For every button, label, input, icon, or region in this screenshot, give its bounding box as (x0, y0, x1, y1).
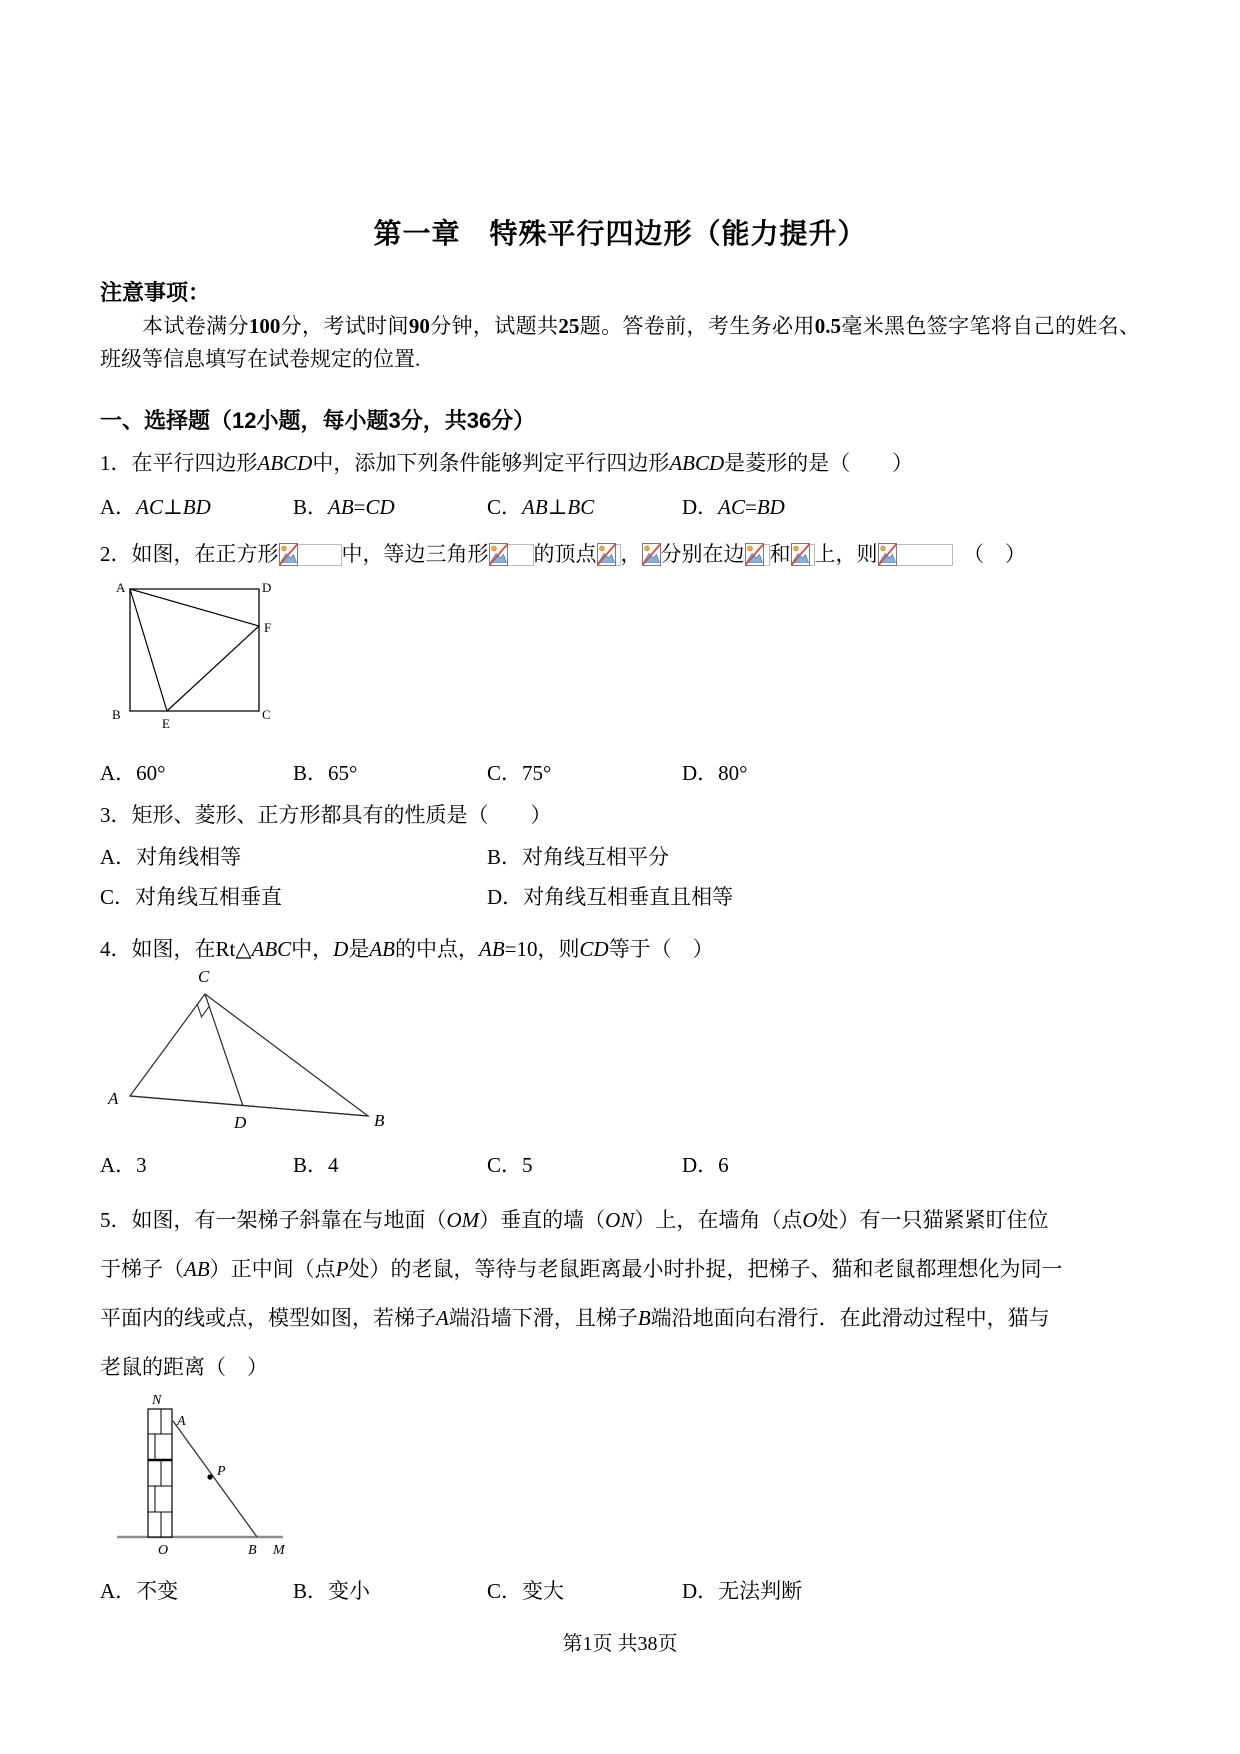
text-run: A (436, 1306, 449, 1330)
question-3-options-row2 (100, 882, 1140, 912)
text-run: 100 (248, 314, 281, 338)
broken-image-icon (745, 543, 764, 566)
question-4-stem (100, 934, 1140, 964)
vertex-label-b: B (112, 707, 121, 722)
text-run: D．80° (682, 761, 748, 785)
option (100, 842, 487, 872)
text-run: C．5 (487, 1153, 533, 1177)
text-run: 的顶点 (533, 542, 597, 566)
text-run: ABC (251, 937, 292, 961)
text-run: CD (365, 495, 395, 519)
vertex-label-e: E (162, 716, 170, 731)
text-run: 是 (348, 937, 370, 961)
text-run: 平面内的线或点，模型如图，若梯子 (100, 1306, 436, 1330)
text-run: CD (579, 937, 609, 961)
text-run: B．65° (293, 761, 358, 785)
text-run: = (353, 495, 366, 519)
vertex-label-a: A (108, 1089, 119, 1108)
notice-heading: 注意事项： (100, 280, 211, 305)
text-run: 处）有一只猫紧紧盯住位 (817, 1208, 1049, 1232)
footer-page-number: 第1页 共38页 (562, 1633, 678, 1655)
vertex-label-d: D (262, 580, 272, 595)
vertex-label-c: C (198, 967, 210, 986)
text-run: A．不变 (100, 1579, 179, 1603)
text-run: ⊥ (547, 495, 568, 519)
option (487, 758, 682, 788)
text-run: C．对角线互相垂直 (100, 885, 283, 909)
option (487, 1150, 682, 1180)
text-run: ⊥ (163, 495, 183, 519)
option (100, 882, 487, 912)
text-run: D (333, 937, 349, 961)
option (682, 492, 1140, 522)
question-2-options (100, 758, 1140, 788)
option (100, 1150, 293, 1180)
text-run: D． (682, 495, 719, 519)
text-run: B． (293, 495, 329, 519)
text-run: A．60° (100, 761, 166, 785)
text-run: ）垂直的墙（ (479, 1208, 606, 1232)
label-o: O (158, 1543, 169, 1558)
section-heading: 一、选择题（12小题，每小题3分，共36分） (100, 408, 536, 433)
vertex-label-c: C (262, 707, 271, 722)
text-run: 毫米黑色签字笔将自己的姓名、班级等信息填写在试卷规定的位置. (100, 314, 1141, 371)
text-run: 于梯子（ (100, 1257, 184, 1281)
notice-paragraph (100, 310, 1140, 376)
text-run: ， (620, 542, 642, 566)
text-run: A． (100, 495, 137, 519)
figure-square-abcd-triangle-aef (102, 576, 280, 734)
wall-outline (148, 1409, 172, 1537)
option (293, 1576, 487, 1606)
option (487, 1576, 682, 1606)
text-run: A．对角线相等 (100, 845, 242, 869)
text-run: 90 (408, 314, 430, 338)
vertex-label-a: A (116, 580, 126, 595)
text-run: BD (756, 495, 785, 519)
text-run: =10，则 (504, 937, 580, 961)
broken-image-icon (878, 543, 897, 566)
text-run: 等于（ ） (608, 937, 714, 961)
question-5-stem (100, 1196, 1140, 1392)
text-run: C．变大 (487, 1579, 565, 1603)
triangle-abc (130, 994, 368, 1116)
text-run: D．6 (682, 1153, 729, 1177)
question-5-line-3 (100, 1294, 1140, 1343)
label-b: B (248, 1543, 257, 1558)
text-run: 1．在平行四边形 (100, 451, 258, 475)
label-p: P (217, 1464, 226, 1479)
text-run: B．变小 (293, 1579, 371, 1603)
question-2-stem (100, 536, 1140, 572)
right-angle-mark (197, 1005, 209, 1017)
text-run: AB (369, 937, 395, 961)
text-run: 端沿墙下滑，且梯子 (448, 1306, 638, 1330)
option (293, 758, 487, 788)
option (100, 492, 293, 522)
option (487, 882, 1140, 912)
text-run: 端沿地面向右滑行．在此滑动过程中，猫与 (650, 1306, 1050, 1330)
missing-image-frame (508, 544, 534, 566)
vertex-label-b: B (374, 1111, 385, 1130)
option (682, 758, 1140, 788)
option (487, 492, 682, 522)
text-run: C．75° (487, 761, 552, 785)
text-run: AB (522, 495, 548, 519)
option (487, 842, 1140, 872)
text-run: C． (487, 495, 523, 519)
text-run: A．3 (100, 1153, 147, 1177)
question-5-options (100, 1576, 1140, 1606)
text-run: AB (479, 937, 505, 961)
text-run: 分别在边 (660, 542, 745, 566)
text-run: AB (184, 1257, 210, 1281)
ladder-line (173, 1421, 257, 1537)
option (293, 492, 487, 522)
text-run: 分钟，试题共 (429, 314, 559, 338)
text-run: （ ） (952, 542, 1026, 566)
broken-image-icon (597, 543, 616, 566)
text-run: AC (136, 495, 164, 519)
question-4-options (100, 1150, 1140, 1180)
text-run: 2．如图，在正方形 (100, 542, 279, 566)
option (100, 1576, 293, 1606)
text-run: 0.5 (814, 314, 841, 338)
page-title: 第一章 特殊平行四边形（能力提升） (373, 218, 867, 249)
text-run: BD (182, 495, 211, 519)
option (100, 758, 293, 788)
text-run: 中， (291, 937, 334, 961)
text-run: 上，则 (814, 542, 878, 566)
text-run: AC (718, 495, 746, 519)
option (682, 1150, 1140, 1180)
figure-right-triangle-abc (100, 966, 400, 1134)
median-cd (205, 994, 243, 1106)
text-run: 是菱形的是（ ） (724, 451, 914, 475)
question-5-line-4 (100, 1343, 1140, 1392)
question-1-options (100, 492, 1140, 522)
text-run: ON (605, 1208, 635, 1232)
text-run: OM (446, 1208, 480, 1232)
question-5-line-1 (100, 1196, 1140, 1245)
text-run: 4．如图，在Rt△ (100, 937, 252, 961)
text-run: 分，考试时间 (280, 314, 409, 338)
text-run: ）正中间（点 (209, 1257, 336, 1281)
text-run: 本试卷满分 (142, 314, 249, 338)
text-run: O (802, 1208, 818, 1232)
option (682, 1576, 1140, 1606)
text-run: 的中点， (395, 937, 479, 961)
question-3-stem (100, 800, 1140, 830)
text-run: 和 (769, 542, 791, 566)
figure-ladder-wall-ground (100, 1392, 305, 1568)
triangle-aef (130, 589, 259, 711)
text-run: ABCD (257, 451, 313, 475)
text-run: B．4 (293, 1153, 339, 1177)
text-run: 处）的老鼠，等待与老鼠距离最小时扑捉，把梯子、猫和老鼠都理想化为同一 (348, 1257, 1063, 1281)
missing-image-frame (298, 544, 342, 566)
text-run: B (637, 1306, 651, 1330)
broken-image-icon (279, 543, 298, 566)
text-run: 题。答卷前，考生务必用 (579, 314, 815, 338)
text-run: 中，等边三角形 (341, 542, 489, 566)
text-run: 5．如图，有一架梯子斜靠在与地面（ (100, 1208, 447, 1232)
vertex-label-f: F (264, 620, 272, 635)
label-m: M (273, 1543, 285, 1558)
text-run: 25 (558, 314, 580, 338)
label-a: A (177, 1414, 186, 1429)
broken-image-icon (791, 543, 810, 566)
text-run: P (335, 1257, 349, 1281)
vertex-label-d: D (234, 1113, 247, 1132)
question-3-options-row1 (100, 842, 1140, 872)
broken-image-icon (489, 543, 508, 566)
text-run: 3．矩形、菱形、正方形都具有的性质是（ ） (100, 803, 552, 827)
text-run: 老鼠的距离（ ） (100, 1355, 268, 1379)
text-run: AB (328, 495, 354, 519)
missing-image-frame (897, 544, 953, 566)
text-run: D．无法判断 (682, 1579, 803, 1603)
text-run: B．对角线互相平分 (487, 845, 670, 869)
point-p-dot (207, 1474, 212, 1479)
label-n: N (152, 1393, 162, 1408)
text-run: ）上，在墙角（点 (634, 1208, 803, 1232)
text-run: ABCD (669, 451, 725, 475)
question-5-line-2 (100, 1245, 1140, 1294)
question-1-stem (100, 448, 1140, 478)
text-run: 中，添加下列条件能够判定平行四边形 (312, 451, 670, 475)
text-run: D．对角线互相垂直且相等 (487, 885, 734, 909)
option (293, 1150, 487, 1180)
text-run: = (745, 495, 757, 519)
broken-image-icon (642, 543, 661, 566)
text-run: BC (567, 495, 595, 519)
side-ab (130, 1096, 368, 1116)
